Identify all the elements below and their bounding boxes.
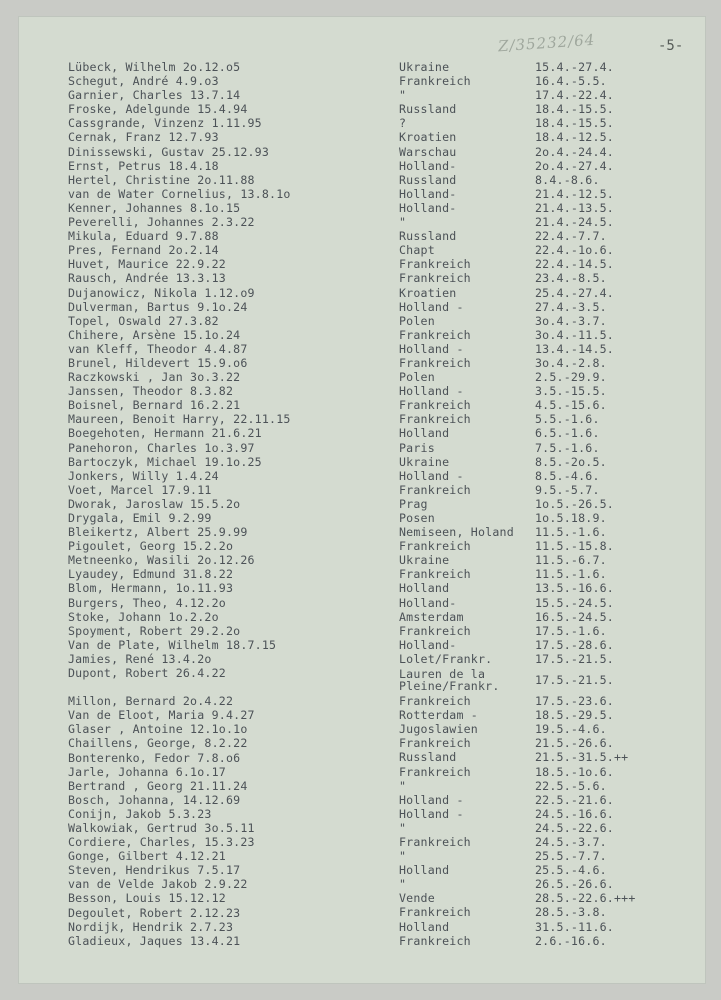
period-entry: 23.4.-8.5. [535,271,607,286]
period-entry: 27.4.-3.5. [535,299,607,314]
place-entry: Holland- [399,200,457,215]
period-entry: 3.5.-15.5. [535,384,607,399]
period-entry: 11.5.-6.7. [535,553,607,568]
place-entry: Holland- [399,186,457,201]
name-entry: Schegut, André 4.9.o3 [68,74,219,89]
place-entry: Frankreich [399,482,471,497]
name-entry: Janssen, Theodor 8.3.82 [68,384,234,399]
period-entry: 31.5.-11.6. [535,919,614,934]
period-entry: 18.4.-15.5. [535,102,614,117]
period-entry: 5.5.-1.6. [535,412,600,427]
period-entry: 21.4.-13.5. [535,200,614,215]
name-entry: Raczkowski , Jan 3o.3.22 [68,370,241,385]
name-entry: Nordijk, Hendrik 2.7.23 [68,919,234,934]
place-entry: Holland - [399,468,464,483]
name-entry: Van de Plate, Wilhelm 18.7.15 [68,637,277,652]
name-entry: Conijn, Jakob 5.3.23 [68,806,212,821]
place-entry: Prag [399,496,428,511]
period-entry: 17.5.-1.6. [535,623,607,638]
name-entry: Gonge, Gilbert 4.12.21 [68,849,226,864]
name-entry: Bertrand , Georg 21.11.24 [68,778,248,793]
place-entry: Holland [399,426,450,441]
place-entry: Polen [399,313,435,328]
period-entry: 21.5.-26.6. [535,736,614,751]
name-entry: Spoyment, Robert 29.2.2o [68,623,241,638]
name-entry: Brunel, Hildevert 15.9.o6 [68,355,248,370]
period-entry: 16.5.-24.5. [535,609,614,624]
place-entry: " [399,820,407,835]
place-entry: Frankreich [399,764,471,779]
name-entry: Peverelli, Johannes 2.3.22 [68,215,255,230]
period-entry: 18.4.-15.5. [535,116,614,131]
place-entry: Frankreich [399,736,471,751]
period-entry: 22.4.-14.5. [535,257,614,272]
name-entry: Lübeck, Wilhelm 2o.12.o5 [68,60,241,74]
name-entry: Kenner, Johannes 8.1o.15 [68,200,241,215]
place-entry: Frankreich [399,412,471,427]
name-entry: Bartoczyk, Michael 19.1o.25 [68,454,262,469]
period-entry: 28.5.-22.6.+++ [535,891,636,906]
place-entry: Holland [399,581,450,596]
place-entry: " [399,88,407,103]
period-entry: 28.5.-3.8. [535,905,607,920]
name-entry: Maureen, Benoit Harry, 22.11.15 [68,412,291,427]
name-entry: Bleikertz, Albert 25.9.99 [68,525,248,540]
place-entry: Holland - [399,384,464,399]
name-entry: van de Velde Jakob 2.9.22 [68,877,248,892]
period-entry: 26.5.-26.6. [535,877,614,892]
period-entry: 25.5.-7.7. [535,849,607,864]
place-entry: Frankreich [399,257,471,272]
period-entry: 13.4.-14.5. [535,341,614,356]
period-entry: 25.5.-4.6. [535,863,607,878]
place-entry: Ukraine [399,60,450,74]
period-entry: 18.5.-1o.6. [535,764,614,779]
name-entry: Stoke, Johann 1o.2.2o [68,609,219,624]
name-entry: Bosch, Johanna, 14.12.69 [68,792,241,807]
place-entry: Holland- [399,637,457,652]
place-entry: Frankreich [399,539,471,554]
period-entry: 3o.4.-2.8. [535,355,607,370]
place-entry: Paris [399,440,435,455]
place-entry: Holland [399,863,450,878]
period-entry: 7.5.-1.6. [535,440,600,455]
place-entry: " [399,849,407,864]
place-entry: Frankreich [399,271,471,286]
name-entry: Gladieux, Jaques 13.4.21 [68,933,241,948]
place-entry: Rotterdam - [399,708,478,723]
name-entry: Topel, Oswald 27.3.82 [68,313,219,328]
name-entry: Boegehoten, Hermann 21.6.21 [68,426,262,441]
place-entry: Warschau [399,144,457,159]
period-entry: 22.5.-21.6. [535,792,614,807]
place-entry: Lauren de la Pleine/Frankr. [399,667,500,694]
period-entry: 16.4.-5.5. [535,74,607,89]
period-entry: 17.5.-21.5. [535,673,614,688]
place-entry: Russland [399,102,457,117]
periods-column [535,60,685,948]
place-entry: Russland [399,750,457,765]
name-entry: Boisnel, Bernard 16.2.21 [68,398,241,413]
names-column [68,60,398,948]
name-entry: van Kleff, Theodor 4.4.87 [68,341,248,356]
place-entry: ? [399,116,407,131]
place-entry: Kroatien [399,130,457,145]
place-entry: Frankreich [399,834,471,849]
period-entry: 2.6.-16.6. [535,933,607,948]
place-entry: Vende [399,891,435,906]
place-entry: Frankreich [399,694,471,709]
period-entry: 24.5.-16.6. [535,806,614,821]
place-entry: Holland - [399,299,464,314]
place-entry: " [399,778,407,793]
period-entry: 1o.5.-26.5. [535,496,614,511]
period-entry: 11.5.-1.6. [535,567,607,582]
period-entry: 21.5.-31.5.++ [535,750,629,765]
name-entry: Millon, Bernard 2o.4.22 [68,694,234,709]
place-entry: Frankreich [399,623,471,638]
places-column [399,60,539,948]
place-entry: Jugoslawien [399,722,478,737]
period-entry: 1o.5.18.9. [535,511,607,525]
place-entry: " [399,215,407,230]
name-entry: Cordiere, Charles, 15.3.23 [68,835,255,850]
period-entry: 11.5.-15.8. [535,539,614,554]
place-entry: Holland- [399,595,457,610]
period-entry: 19.5.-4.6. [535,722,607,737]
place-entry: Lolet/Frankr. [399,651,493,666]
name-entry: Huvet, Maurice 22.9.22 [68,257,226,272]
period-entry: 8.5.-2o.5. [535,454,607,469]
period-entry: 18.4.-12.5. [535,130,614,145]
name-entry: Jarle, Johanna 6.1o.17 [68,764,226,779]
place-entry: Russland [399,172,457,187]
period-entry: 17.4.-22.4. [535,88,614,103]
place-entry: Holland [399,919,450,934]
archive-stamp: Z/35232/64 [497,30,596,56]
period-entry: 22.4.-7.7. [535,229,607,244]
period-entry: 21.4.-24.5. [535,215,614,230]
name-entry: Ernst, Petrus 18.4.18 [68,158,219,173]
period-entry: 4.5.-15.6. [535,398,607,413]
name-entry: Pigoulet, Georg 15.2.2o [68,539,234,554]
name-entry: Pres, Fernand 2o.2.14 [68,243,219,258]
place-entry: Chapt [399,243,435,258]
place-entry: Ukraine [399,454,450,469]
period-entry: 15.5.-24.5. [535,595,614,610]
place-entry: Frankreich [399,398,471,413]
period-entry: 17.5.-28.6. [535,637,614,652]
place-entry: Kroatien [399,285,457,300]
place-entry: Frankreich [399,905,471,920]
page-number: -5- [658,38,684,54]
place-entry: Holland - [399,792,464,807]
name-entry: Hertel, Christine 2o.11.88 [68,172,255,187]
place-entry: Frankreich [399,933,471,948]
period-entry: 3o.4.-3.7. [535,313,607,328]
period-entry: 15.4.-27.4. [535,60,614,74]
name-entry: Mikula, Eduard 9.7.88 [68,229,219,244]
name-entry: Dworak, Jaroslaw 15.5.2o [68,496,241,511]
period-entry: 25.4.-27.4. [535,285,614,300]
period-entry: 8.5.-4.6. [535,468,600,483]
name-entry: Froske, Adelgunde 15.4.94 [68,102,248,117]
place-entry: Russland [399,229,457,244]
place-entry: " [399,877,407,892]
period-entry: 24.5.-3.7. [535,834,607,849]
name-entry: Blom, Hermann, 1o.11.93 [68,581,234,596]
period-entry: 2o.4.-24.4. [535,144,614,159]
name-entry: Walkowiak, Gertrud 3o.5.11 [68,820,255,835]
period-entry: 11.5.-1.6. [535,525,607,540]
name-entry: Chihere, Arsène 15.1o.24 [68,327,241,342]
period-entry: 6.5.-1.6. [535,426,600,441]
name-entry: Degoulet, Robert 2.12.23 [68,905,241,920]
name-entry: Dulverman, Bartus 9.1o.24 [68,299,248,314]
name-entry: Jonkers, Willy 1.4.24 [68,468,219,483]
name-entry: Burgers, Theo, 4.12.2o [68,595,226,610]
period-entry: 21.4.-12.5. [535,186,614,201]
period-entry: 2o.4.-27.4. [535,158,614,173]
document-page [18,16,706,984]
name-entry: Bonterenko, Fedor 7.8.o6 [68,750,241,765]
name-entry: Cassgrande, Vinzenz 1.11.95 [68,116,262,131]
place-entry: Polen [399,370,435,385]
name-entry: Metneenko, Wasili 2o.12.26 [68,553,255,568]
place-entry: Ukraine [399,553,450,568]
name-entry: Drygala, Emil 9.2.99 [68,511,212,525]
name-entry: Dinissewski, Gustav 25.12.93 [68,144,270,159]
name-entry: Steven, Hendrikus 7.5.17 [68,863,241,878]
name-entry: Dupont, Robert 26.4.22 [68,666,226,681]
name-entry: Voet, Marcel 17.9.11 [68,482,212,497]
place-entry: Holland - [399,341,464,356]
period-entry: 13.5.-16.6. [535,581,614,596]
place-entry: Holland- [399,158,457,173]
name-entry: van de Water Cornelius, 13.8.1o [68,186,291,201]
period-entry: 8.4.-8.6. [535,172,600,187]
place-entry: Frankreich [399,355,471,370]
place-entry: Amsterdam [399,609,464,624]
period-entry: 24.5.-22.6. [535,820,614,835]
name-entry: Chaillens, George, 8.2.22 [68,736,248,751]
name-entry: Dujanowicz, Nikola 1.12.o9 [68,285,255,300]
period-entry: 18.5.-29.5. [535,708,614,723]
name-entry: Glaser , Antoine 12.1o.1o [68,722,248,737]
name-entry: Lyaudey, Edmund 31.8.22 [68,567,234,582]
name-entry: Besson, Louis 15.12.12 [68,891,226,906]
period-entry: 9.5.-5.7. [535,482,600,497]
name-entry: Jamies, René 13.4.2o [68,651,212,666]
name-entry: Rausch, Andrée 13.3.13 [68,271,226,286]
name-entry: Garnier, Charles 13.7.14 [68,88,241,103]
period-entry: 17.5.-23.6. [535,694,614,709]
place-entry: Frankreich [399,567,471,582]
period-entry: 22.4.-1o.6. [535,243,614,258]
period-entry: 22.5.-5.6. [535,778,607,793]
place-entry: Nemiseen, Holand [399,525,514,540]
name-entry: Cernak, Franz 12.7.93 [68,130,219,145]
place-entry: Frankreich [399,327,471,342]
name-entry: Panehoron, Charles 1o.3.97 [68,440,255,455]
place-entry: Posen [399,511,435,525]
period-entry: 2.5.-29.9. [535,370,607,385]
place-entry: Frankreich [399,74,471,89]
period-entry: 3o.4.-11.5. [535,327,614,342]
period-entry: 17.5.-21.5. [535,651,614,666]
name-entry: Van de Eloot, Maria 9.4.27 [68,708,255,723]
place-entry: Holland - [399,806,464,821]
